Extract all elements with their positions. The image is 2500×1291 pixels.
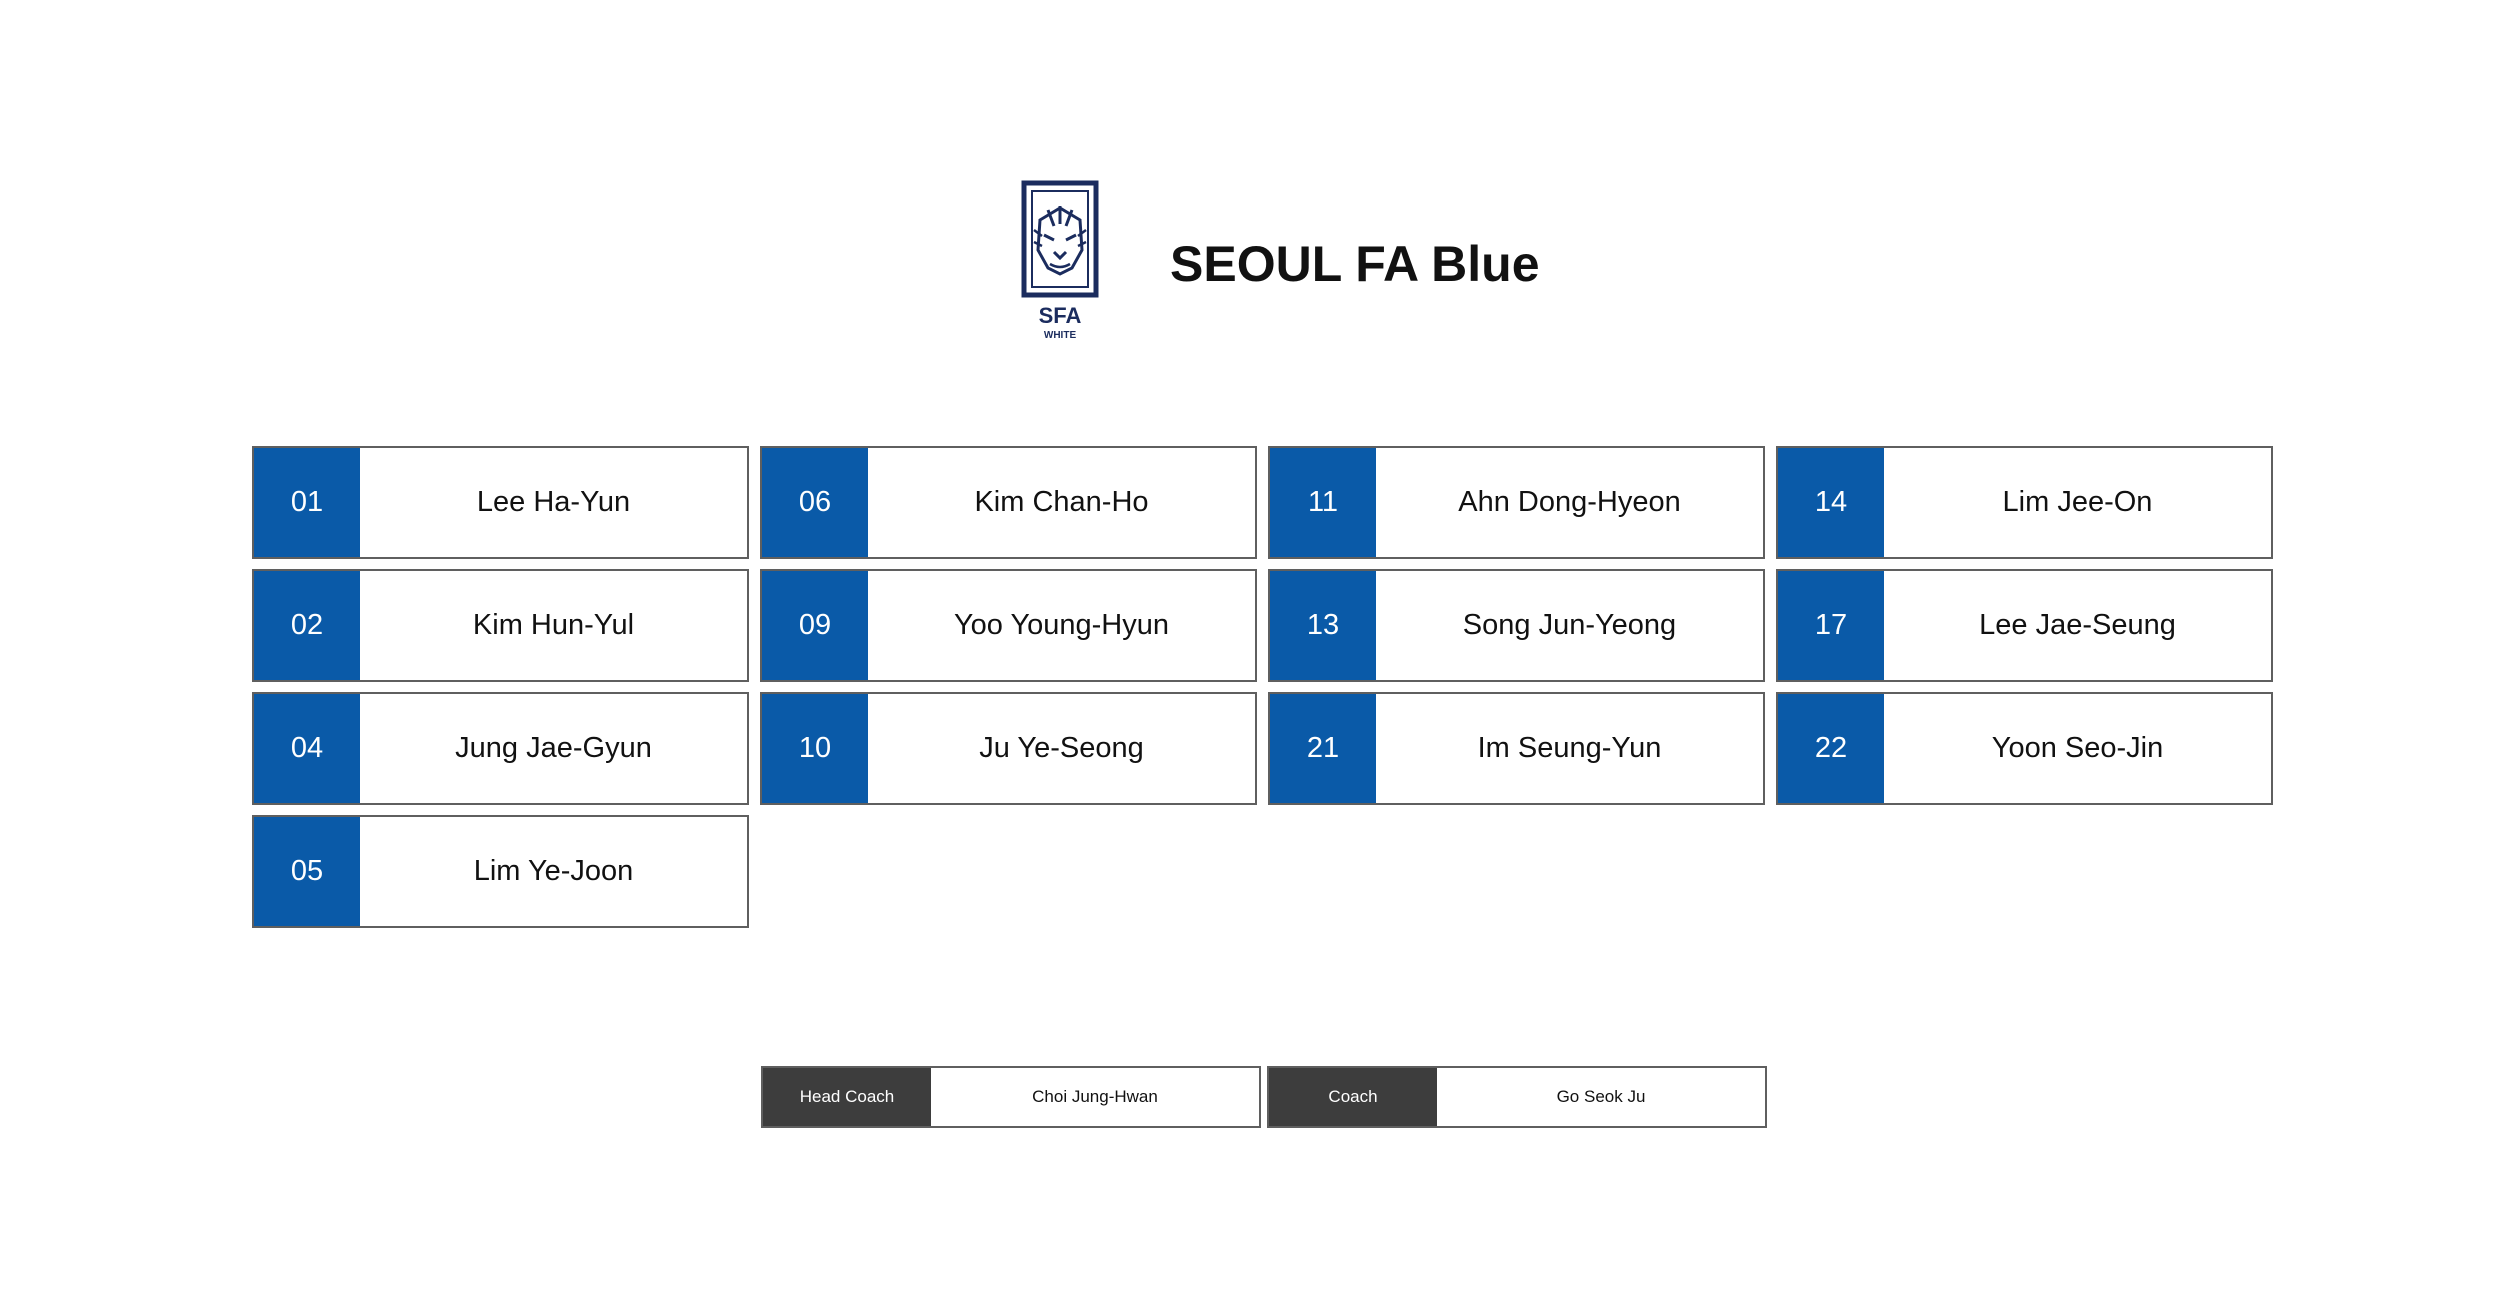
player-card <box>1268 569 1765 682</box>
player-card <box>760 692 1257 805</box>
staff-role: Coach <box>1269 1068 1437 1126</box>
player-number: 11 <box>1270 448 1376 557</box>
player-card <box>1776 569 2273 682</box>
player-number: 04 <box>254 694 360 803</box>
player-card <box>760 446 1257 559</box>
player-number: 05 <box>254 817 360 926</box>
player-name: Lim Jee-On <box>2002 486 2153 518</box>
player-card <box>1268 446 1765 559</box>
player-number: 09 <box>762 571 868 680</box>
player-card <box>760 569 1257 682</box>
staff-role: Head Coach <box>763 1068 931 1126</box>
player-number: 10 <box>762 694 868 803</box>
player-roster <box>252 446 2276 931</box>
player-name: Im Seung-Yun <box>1477 732 1662 764</box>
team-logo <box>1010 180 1110 345</box>
player-name: Yoo Young-Hyun <box>953 609 1170 641</box>
player-number: 06 <box>762 448 868 557</box>
player-name: Kim Hun-Yul <box>472 609 635 641</box>
logo-subtext: WHITE <box>1043 330 1077 341</box>
player-number: 17 <box>1778 571 1884 680</box>
player-card <box>252 569 749 682</box>
player-card <box>252 446 749 559</box>
team-header <box>1010 180 1570 350</box>
coaching-staff <box>761 1066 1767 1128</box>
player-card <box>252 692 749 805</box>
player-name: Jung Jae-Gyun <box>455 732 652 764</box>
player-card <box>252 815 749 928</box>
player-name: Kim Chan-Ho <box>974 486 1149 518</box>
tiger-crest-icon <box>1024 183 1096 295</box>
player-name: Lee Jae-Seung <box>1979 609 2176 641</box>
staff-name: Go Seok Ju <box>1556 1087 1646 1106</box>
player-number: 13 <box>1270 571 1376 680</box>
player-name: Yoon Seo-Jin <box>1991 732 2164 764</box>
player-number: 21 <box>1270 694 1376 803</box>
player-number: 01 <box>254 448 360 557</box>
player-card <box>1776 446 2273 559</box>
player-card <box>1268 692 1765 805</box>
staff-card-head-coach <box>761 1066 1261 1128</box>
player-name: Ahn Dong-Hyeon <box>1458 486 1681 518</box>
player-name: Lee Ha-Yun <box>476 486 631 518</box>
team-title: SEOUL FA Blue <box>1170 236 1540 292</box>
player-number: 22 <box>1778 694 1884 803</box>
player-card <box>1776 692 2273 805</box>
staff-card-coach <box>1267 1066 1767 1128</box>
staff-name: Choi Jung-Hwan <box>1032 1087 1158 1106</box>
logo-text: SFA <box>1038 303 1082 328</box>
player-name: Lim Ye-Joon <box>473 855 634 887</box>
player-number: 14 <box>1778 448 1884 557</box>
player-name: Ju Ye-Seong <box>979 732 1144 764</box>
player-number: 02 <box>254 571 360 680</box>
player-name: Song Jun-Yeong <box>1462 609 1677 641</box>
